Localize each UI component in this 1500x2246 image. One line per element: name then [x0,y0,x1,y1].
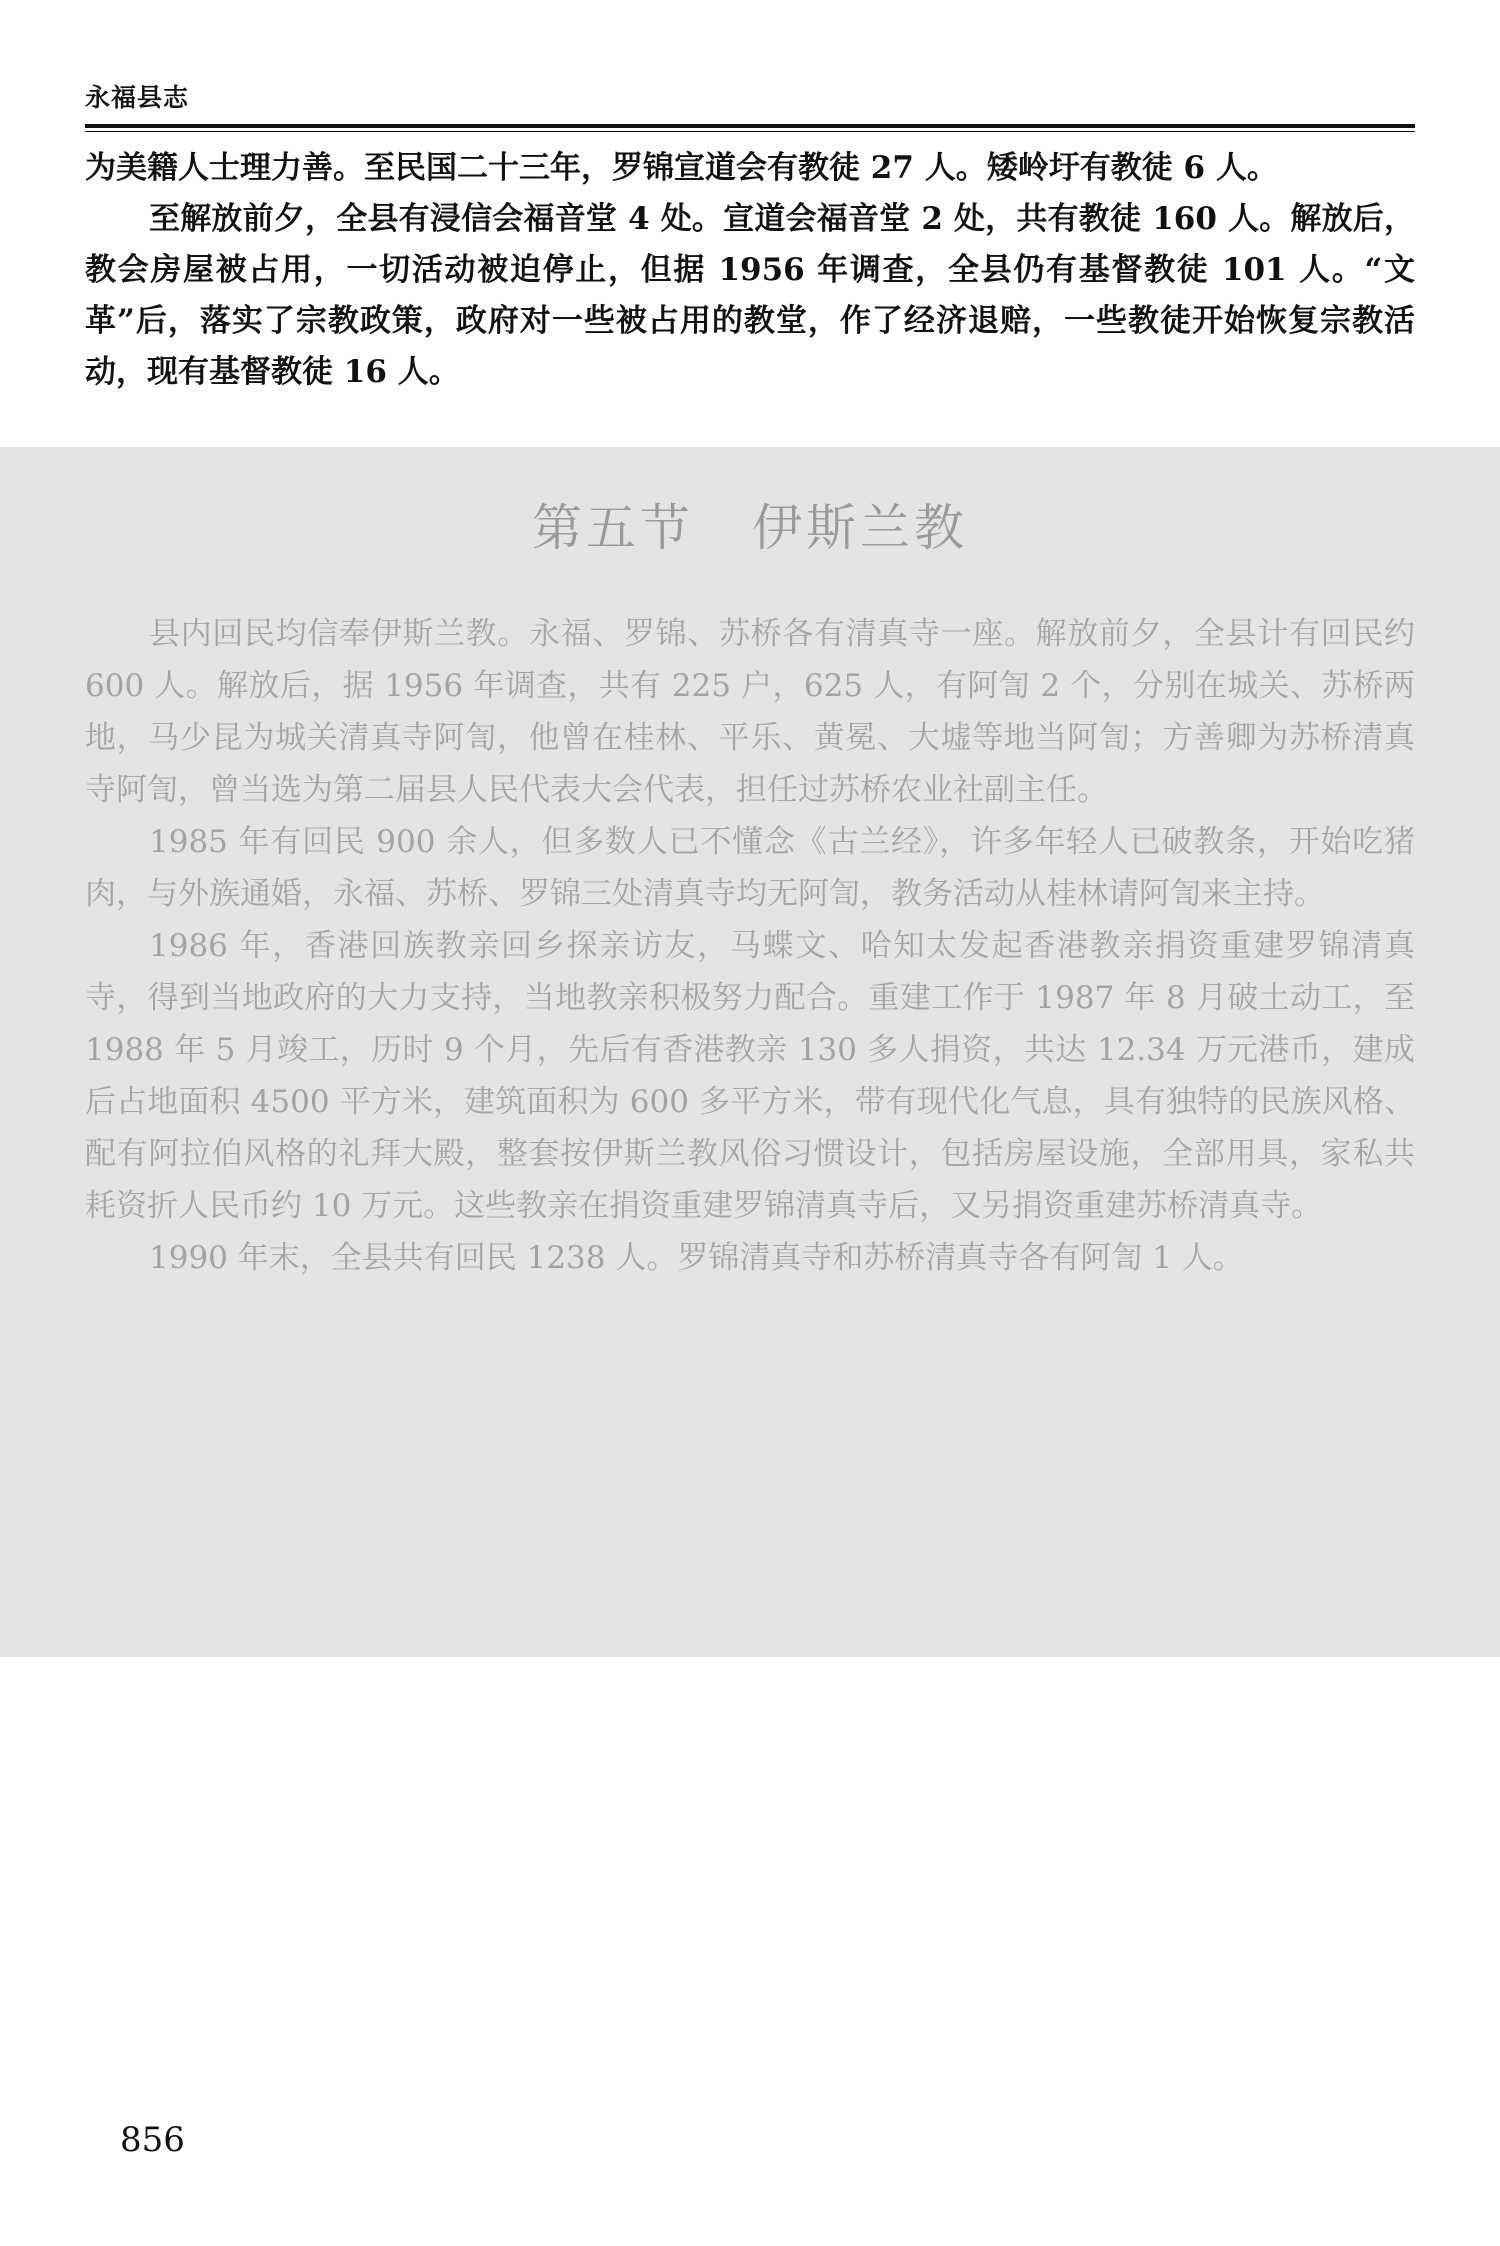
section-body [85,608,1415,1284]
section-heading [0,488,1500,560]
section-paragraph-4: 1990 年末，全县共有回民 1238 人。罗锦清真寺和苏桥清真寺各有阿訇 1 人。 [149,1240,1244,1276]
running-head-title: 永福县志 [85,83,190,112]
header-rule-thin [85,131,1415,132]
section-title: 伊斯兰教 [752,499,968,557]
page-number: 856 [120,2120,185,2160]
section-paragraph-1: 县内回民均信奉伊斯兰教。永福、罗锦、苏桥各有清真寺一座。解放前夕，全县计有回民约 600 人。解放后，据 1956 年调查，共有 225 户，625 人，有阿訇 2 个，分别在城关、苏桥两地，马少昆为城关清真寺阿訇，他曾在桂林、平乐、黄冕、大墟等地当阿訇；方善卿为苏桥清真寺阿訇，曾当选为第二届县人民代表大会代表，担任过苏桥农业社副主任。 [85,616,1415,808]
top-paragraph-continued: 为美籍人士理力善。至民国二十三年，罗锦宣道会有教徒 27 人。矮岭圩有教徒 6 人。 [85,150,1278,186]
section-paragraph-3: 1986 年，香港回族教亲回乡探亲访友，马蝶文、哈知太发起香港教亲捐资重建罗锦清真寺，得到当地政府的大力支持，当地教亲积极努力配合。重建工作于 1987 年 8 月破土动工，至 1988 年 5 月竣工，历时 9 个月，先后有香港教亲 130 多人捐资，共达 12.34 万元港币，建成后占地面积 4500 平方米，建筑面积为 600 多平方米，带有现代化气息，具有独特的民族风格、配有阿拉伯风格的礼拜大殿，整套按伊斯兰教风俗习惯设计，包括房屋设施，全部用具，家私共耗资折人民币约 10 万元。这些教亲在捐资重建罗锦清真寺后，又另捐资重建苏桥清真寺。 [85,928,1415,1224]
section-paragraph-2: 1985 年有回民 900 余人，但多数人已不懂念《古兰经》，许多年轻人已破教条，开始吃猪肉，与外族通婚，永福、苏桥、罗锦三处清真寺均无阿訇，教务活动从桂林请阿訇来主持。 [85,824,1415,912]
top-text-block [85,143,1415,398]
section-number: 第五节 [532,499,694,557]
top-paragraph: 至解放前夕，全县有浸信会福音堂 4 处。宣道会福音堂 2 处，共有教徒 160 人。解放后，教会房屋被占用，一切活动被迫停止，但据 1956 年调查，全县仍有基督教徒 101 人。“文革”后，落实了宗教政策，政府对一些被占用的教堂，作了经济退赔，一些教徒开始恢复宗教活动，现有基督教徒 16 人。 [85,201,1415,390]
header-rule-thick [85,124,1415,128]
